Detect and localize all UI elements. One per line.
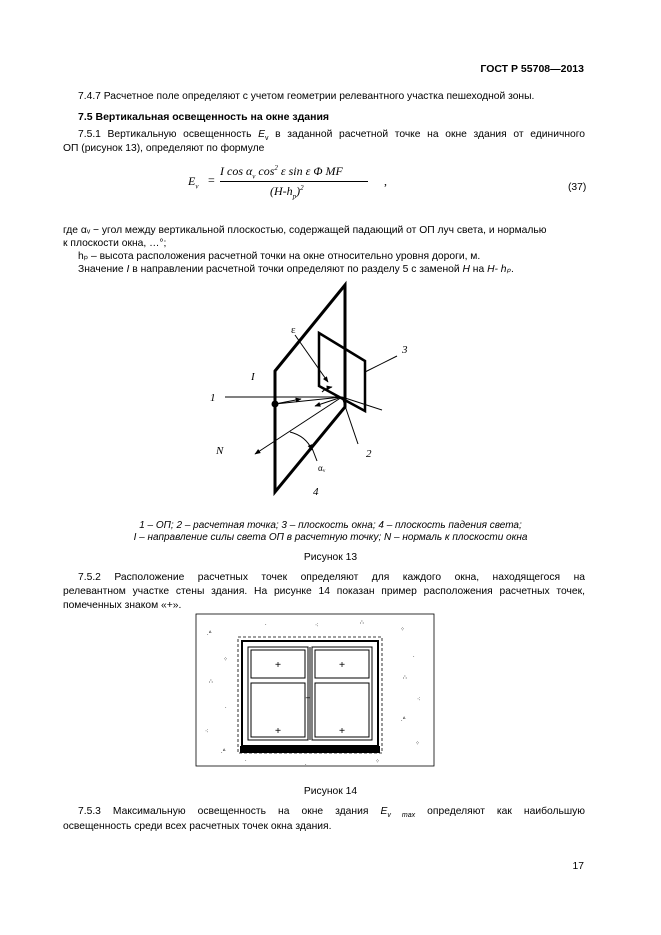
figure-13-caption: Рисунок 13	[303, 552, 358, 563]
formula-number: (37)	[568, 182, 587, 193]
label-4: 4	[313, 486, 319, 498]
paragraph-7-5-2-line1: 7.5.2 Расположение расчетных точек определяют для каждого окна, находящегося на	[78, 572, 585, 583]
label-alpha-v: αᵥ	[318, 463, 326, 473]
svg-text:⁖: ⁖	[417, 697, 421, 703]
calc-point-marker: +	[274, 659, 282, 671]
svg-text:⁘: ⁘	[375, 759, 381, 765]
label-I: I	[251, 371, 255, 383]
svg-text:.: .	[305, 761, 307, 767]
section-heading-7-5: 7.5 Вертикальная освещенность на окне здания	[78, 111, 330, 123]
svg-text:⁘: ⁘	[400, 627, 406, 633]
where-line1: где αᵥ − угол между вертикальной плоскостью, содержащей падающий от ОП луч света, и нормалью	[63, 225, 547, 236]
paragraph-7-5-2-line3: помеченных знаком «+».	[63, 600, 182, 611]
svg-text:∴: ∴	[360, 620, 364, 626]
svg-text:∴: ∴	[209, 679, 213, 685]
label-epsilon: ε	[291, 324, 296, 336]
svg-text:⁖: ⁖	[205, 729, 209, 735]
paragraph-7-5-3-line1: 7.5.3 Максимальную освещенность на окне здания $E_{v max}$ определяют как наибольшую	[78, 806, 585, 820]
label-3: 3	[402, 344, 408, 356]
paragraph-7-5-1-line1: 7.5.1 Вертикальную освещенность $E_v$ в заданной расчетной точке на окне здания от единичного	[78, 129, 585, 143]
svg-text:⁘: ⁘	[415, 741, 421, 747]
paragraph-7-5-1-line2: ОП (рисунок 13), определяют по формуле	[63, 143, 265, 154]
svg-text:.: .	[265, 621, 267, 627]
svg-text:.: .	[413, 653, 415, 659]
svg-text:.: .	[245, 757, 247, 763]
window-plane	[319, 333, 365, 411]
document-header: ГОСТ Р 55708—2013	[480, 63, 584, 75]
formula-numerator: I $\cos \alpha_v$ $\cos^2 \varepsilon$ sin ε Φ MF	[220, 164, 343, 181]
figure-14-window	[195, 613, 435, 768]
svg-text:∴: ∴	[403, 675, 407, 681]
calc-point-marker: +	[338, 659, 346, 671]
figure-13-legend-line1: 1 – ОП; 2 – расчетная точка; 3 – плоскость окна; 4 – плоскость падения света;	[139, 520, 522, 531]
svg-text:.ᐞ: .ᐞ	[221, 749, 226, 755]
where-line2: к плоскости окна, …°;	[63, 238, 167, 249]
where-line4: Значение I в направлении расчетной точки определяют по разделу 5 с заменой H на H- hₚ.	[78, 264, 514, 275]
formula-denominator: $(H-h_p)^2$	[270, 184, 304, 201]
label-1: 1	[210, 392, 216, 404]
calc-point-marker: +	[274, 725, 282, 737]
light-incidence-plane	[275, 285, 345, 492]
paragraph-7-4-7: 7.4.7 Расчетное поле определяют с учетом геометрии релевантного участка пешеходной зоны.	[78, 91, 535, 102]
paragraph-7-5-3-line2: освещенность среди всех расчетных точек окна здания.	[63, 821, 332, 832]
label-N: N	[216, 445, 224, 457]
calc-point-marker: +	[305, 693, 311, 703]
svg-text:.ᐞ: .ᐞ	[207, 631, 212, 637]
svg-text:⁖: ⁖	[315, 623, 319, 629]
label-2: 2	[366, 448, 372, 460]
figure-13-legend-line2: I – направление силы света ОП в расчетную точку; N – нормаль к плоскости окна	[133, 532, 528, 543]
formula-37: $E_v$ = I $\cos \alpha_v$ $\cos^2 \varepsilon$ sin ε Φ MF $(H-h_p)^2$ , (37)	[188, 164, 587, 201]
light-source-point	[272, 401, 279, 408]
svg-text:⁘: ⁘	[223, 657, 229, 663]
paragraph-7-5-2-line2: релевантном участке стены здания. На рисунке 14 показан пример расположения расчетных точек,	[63, 586, 585, 597]
calc-point-marker: +	[338, 725, 346, 737]
svg-text:.ᐞ: .ᐞ	[401, 717, 406, 723]
where-line3: hₚ – высота расположения расчетной точки на окне относительно уровня дороги, м.	[78, 251, 481, 262]
svg-text:.: .	[225, 704, 227, 710]
figure-14-caption: Рисунок 14	[303, 786, 358, 797]
page-number: 17	[572, 861, 584, 872]
